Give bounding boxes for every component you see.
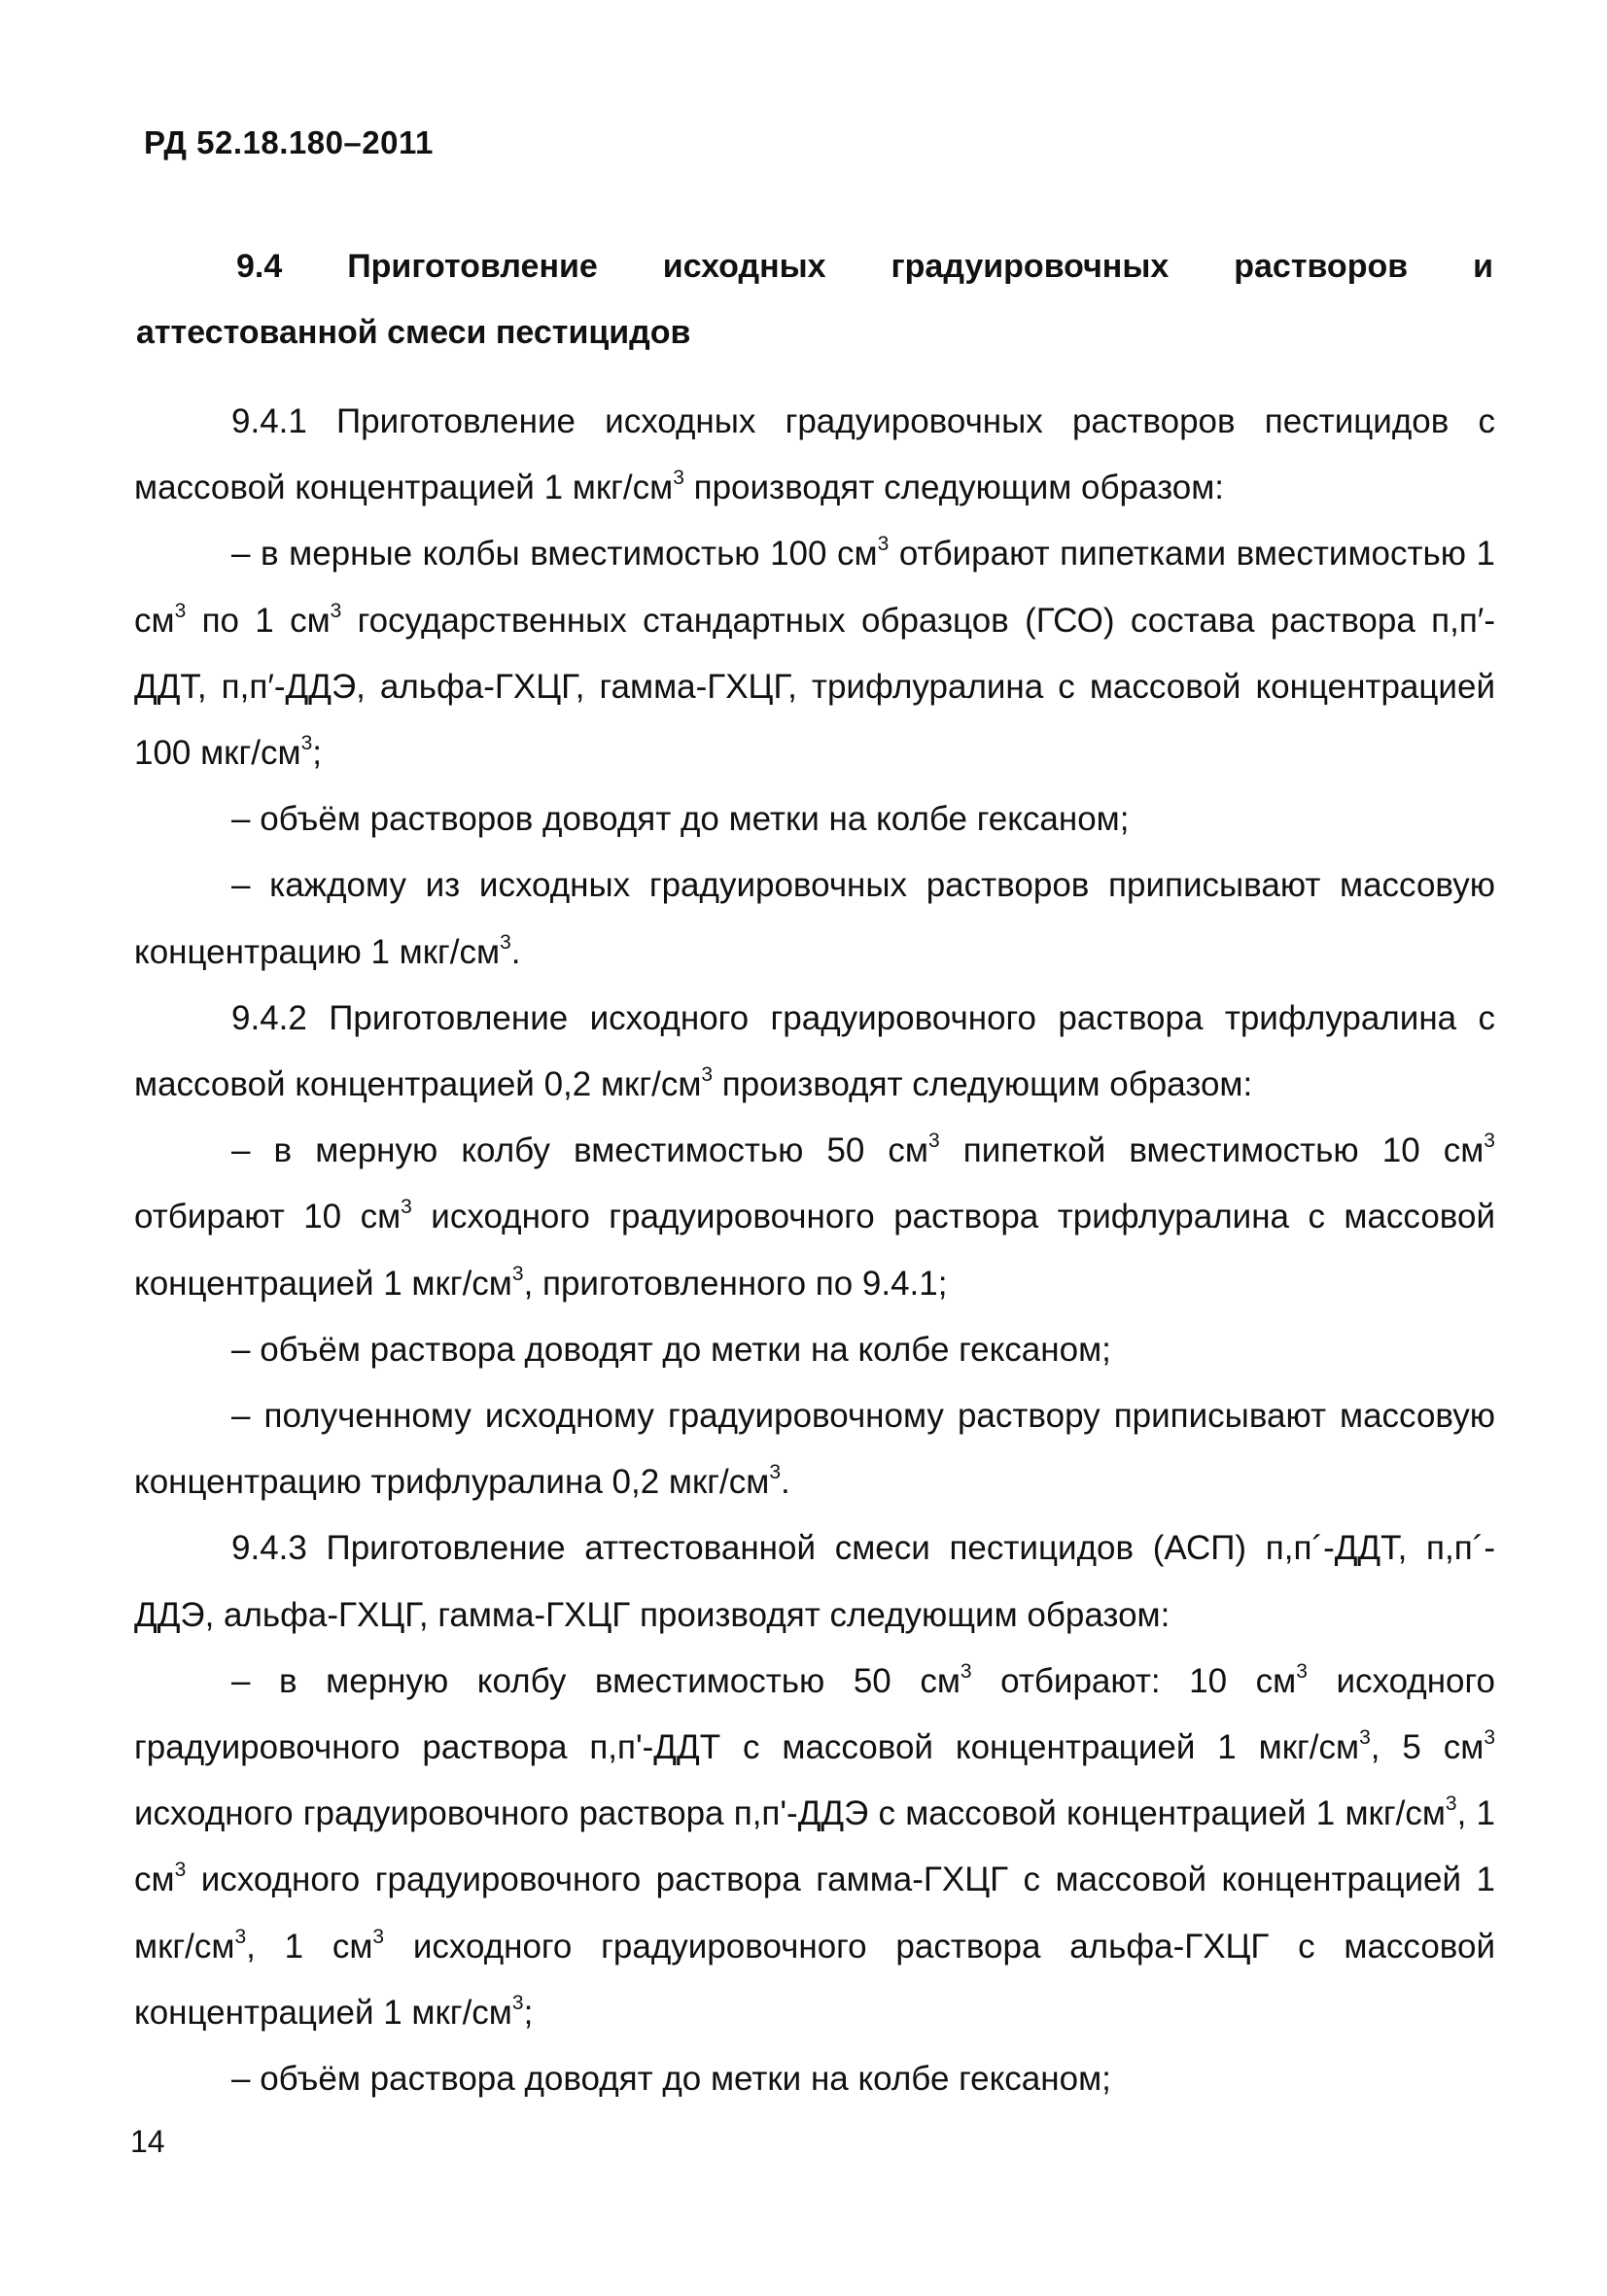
superscript: 3 (511, 1262, 524, 1285)
superscript: 3 (1484, 1130, 1495, 1153)
text-span: – в мерные колбы вместимостью 100 см (231, 535, 878, 574)
text-span: производят следующим образом: (713, 1065, 1253, 1104)
superscript: 3 (401, 1196, 412, 1219)
text-span: , приготовленного по 9.4.1; (523, 1264, 948, 1303)
superscript: 3 (1359, 1726, 1371, 1750)
superscript: 3 (511, 1991, 524, 2014)
paragraph-9-4-1 (134, 389, 1495, 521)
text-span: пипеткой вместимостью 10 см (939, 1131, 1485, 1170)
text-span: по 1 см (186, 601, 331, 640)
text-span: , 1 см (134, 1794, 1496, 1899)
section-heading-line-2: аттестованной смеси пестицидов (136, 314, 691, 351)
text-span: . (781, 1463, 790, 1502)
text-span: ; (312, 734, 322, 773)
paragraph-9-4-3: 9.4.3 Приготовление аттестованной смеси пестицидов (АСП) п,п´-ДДТ, п,п´-ДДЭ, альфа-ГХЦГ, гамма-ГХЦГ производят следующим образом: (134, 1529, 1495, 1634)
text-span: ; (523, 1993, 534, 2032)
superscript: 3 (1484, 1726, 1495, 1750)
document-code-header: РД 52.18.180–2011 (144, 124, 434, 160)
text-span: 9.4.2 Приготовление исходного градуировочного раствора трифлуралина с массовой концентрацией 0,2 мкг/см (134, 998, 1495, 1104)
text-span: исходного градуировочного раствора трифлуралина с массовой концентрацией 1 мкг/см (134, 1198, 1495, 1303)
superscript: 3 (673, 467, 684, 490)
list-item (134, 1649, 1495, 2046)
list-item: – объём раствора доводят до метки на колбе гексаном; (231, 1330, 1111, 1369)
superscript: 3 (372, 1925, 385, 1948)
text-span: – полученному исходному градуировочному раствору приписывают массовую концентрацию трифлуралина 0,2 мкг/см (134, 1397, 1495, 1502)
superscript: 3 (877, 533, 890, 556)
superscript: 3 (300, 732, 313, 755)
list-item: – объём растворов доводят до метки на колбе гексаном; (231, 800, 1130, 839)
superscript: 3 (769, 1461, 781, 1484)
text-span: исходного градуировочного раствора гамма-ГХЦГ с массовой концентрацией 1 мкг/см (134, 1861, 1495, 1966)
list-item (134, 852, 1495, 985)
superscript: 3 (174, 599, 187, 622)
superscript: 3 (1296, 1659, 1308, 1683)
section-heading (136, 233, 1493, 365)
text-span: , 1 см (246, 1927, 373, 1966)
text-span: отбирают: 10 см (971, 1661, 1297, 1700)
list-item (134, 1118, 1495, 1317)
text-span: исходного градуировочного раствора п,п'-ДДЭ с массовой концентрацией 1 мкг/см (134, 1794, 1446, 1833)
paragraph-9-4-2 (134, 986, 1495, 1118)
superscript: 3 (927, 1130, 940, 1153)
text-span: отбирают 10 см (134, 1198, 402, 1236)
superscript: 3 (234, 1925, 247, 1948)
superscript: 3 (330, 599, 342, 622)
superscript: 3 (174, 1859, 187, 1882)
text-span: , 5 см (1370, 1728, 1485, 1767)
superscript: 3 (960, 1659, 972, 1683)
list-item: – объём раствора доводят до метки на колбе гексаном; (231, 2060, 1111, 2099)
text-span: – каждому из исходных градуировочных растворов приписывают массовую концентрацию 1 мкг/см (134, 866, 1495, 971)
text-span: – в мерную колбу вместимостью 50 см (231, 1661, 961, 1700)
superscript: 3 (701, 1063, 714, 1087)
text-span: исходного градуировочного раствора п,п'-ДДТ с массовой концентрацией 1 мкг/см (134, 1661, 1495, 1767)
text-span: . (510, 932, 521, 971)
text-span: государственных стандартных образцов (ГСО) состава раствора п,п′-ДДТ, п,п′-ДДЭ, альфа-ГХЦГ, гамма-ГХЦГ, трифлуралина с массовой концентрацией 100 мкг/см (134, 601, 1495, 773)
superscript: 3 (500, 930, 511, 954)
text-span: отбирают пипетками вместимостью 1 см (134, 535, 1496, 640)
text-span: производят следующим образом: (683, 469, 1225, 507)
text-span: – в мерную колбу вместимостью 50 см (231, 1131, 928, 1170)
list-item (134, 1383, 1495, 1515)
superscript: 3 (1445, 1792, 1457, 1816)
text-span: исходного градуировочного раствора альфа-ГХЦГ с массовой концентрацией 1 мкг/см (134, 1927, 1496, 2032)
section-heading-line-1: 9.4 Приготовление исходных градуировочных растворов и (236, 248, 1493, 285)
page-number: 14 (130, 2124, 165, 2159)
body-text (134, 389, 1495, 2112)
list-item (134, 521, 1495, 786)
text-span: 9.4.1 Приготовление исходных градуировочных растворов пестицидов с массовой концентрацией 1 мкг/см (134, 402, 1495, 507)
